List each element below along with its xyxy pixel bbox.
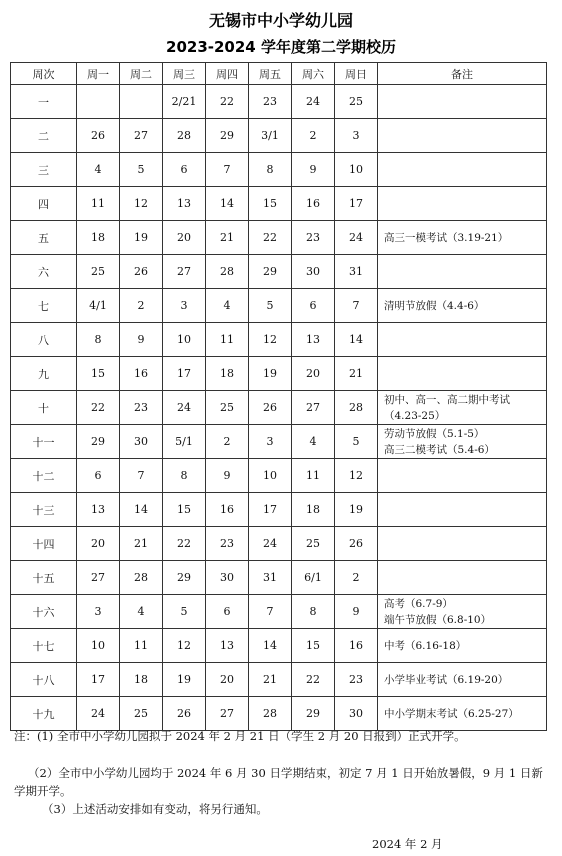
day-cell: 3/1 <box>249 119 292 153</box>
day-cell: 13 <box>292 323 335 357</box>
note-cell <box>378 459 547 493</box>
note-cell <box>378 357 547 391</box>
week-cell: 十 <box>11 391 77 425</box>
day-cell: 8 <box>163 459 206 493</box>
day-cell: 3 <box>335 119 378 153</box>
week-cell: 二 <box>11 119 77 153</box>
day-cell: 20 <box>163 221 206 255</box>
column-header: 备注 <box>378 63 547 85</box>
day-cell: 7 <box>120 459 163 493</box>
day-cell: 23 <box>292 221 335 255</box>
day-cell: 26 <box>163 697 206 731</box>
day-cell: 27 <box>163 255 206 289</box>
week-cell: 八 <box>11 323 77 357</box>
day-cell: 23 <box>249 85 292 119</box>
note-line: 高三二模考试（5.4-6） <box>384 443 495 456</box>
day-cell: 29 <box>292 697 335 731</box>
day-cell: 22 <box>249 221 292 255</box>
table-row <box>11 663 547 697</box>
day-cell: 30 <box>292 255 335 289</box>
day-cell: 8 <box>249 153 292 187</box>
day-cell: 11 <box>77 187 120 221</box>
week-cell: 十二 <box>11 459 77 493</box>
note-cell <box>378 221 547 255</box>
table-row <box>11 459 547 493</box>
day-cell: 12 <box>163 629 206 663</box>
day-cell: 19 <box>120 221 163 255</box>
day-cell: 4 <box>206 289 249 323</box>
day-cell: 2 <box>335 561 378 595</box>
day-cell: 27 <box>120 119 163 153</box>
note-cell <box>378 187 547 221</box>
day-cell: 24 <box>163 391 206 425</box>
day-cell: 25 <box>77 255 120 289</box>
day-cell: 20 <box>77 527 120 561</box>
day-cell: 21 <box>335 357 378 391</box>
day-cell: 29 <box>77 425 120 459</box>
day-cell: 27 <box>206 697 249 731</box>
day-cell: 5 <box>249 289 292 323</box>
table-row <box>11 561 547 595</box>
day-cell: 15 <box>292 629 335 663</box>
note-cell <box>378 697 547 731</box>
column-header: 周三 <box>163 63 206 85</box>
day-cell: 4/1 <box>77 289 120 323</box>
week-cell: 十七 <box>11 629 77 663</box>
week-cell: 十四 <box>11 527 77 561</box>
note-line: 清明节放假（4.4-6） <box>384 299 485 312</box>
day-cell: 17 <box>249 493 292 527</box>
day-cell: 14 <box>206 187 249 221</box>
day-cell: 23 <box>335 663 378 697</box>
table-row <box>11 289 547 323</box>
day-cell: 11 <box>206 323 249 357</box>
note-line: 高三一模考试（3.19-21） <box>384 231 509 244</box>
day-cell: 22 <box>77 391 120 425</box>
day-cell: 9 <box>292 153 335 187</box>
column-header: 周六 <box>292 63 335 85</box>
column-header: 周四 <box>206 63 249 85</box>
note-cell <box>378 561 547 595</box>
note-line: 中小学期末考试（6.25-27） <box>384 707 519 720</box>
day-cell: 29 <box>249 255 292 289</box>
day-cell: 28 <box>206 255 249 289</box>
note-cell <box>378 527 547 561</box>
week-cell: 五 <box>11 221 77 255</box>
table-row <box>11 323 547 357</box>
column-header: 周次 <box>11 63 77 85</box>
table-row <box>11 255 547 289</box>
day-cell: 7 <box>249 595 292 629</box>
day-cell: 24 <box>335 221 378 255</box>
document-title: 无锡市中小学幼儿园 <box>208 11 353 30</box>
day-cell: 23 <box>120 391 163 425</box>
day-cell: 30 <box>335 697 378 731</box>
table-row <box>11 119 547 153</box>
week-cell: 七 <box>11 289 77 323</box>
table-row <box>11 153 547 187</box>
day-cell: 25 <box>120 697 163 731</box>
header-row <box>11 63 547 85</box>
day-cell: 21 <box>249 663 292 697</box>
day-cell: 30 <box>206 561 249 595</box>
document-subtitle: 2023-2024 学年度第二学期校历 <box>166 38 396 56</box>
note-cell <box>378 493 547 527</box>
day-cell: 31 <box>335 255 378 289</box>
note-cell <box>378 255 547 289</box>
note-line: 端午节放假（6.8-10） <box>384 613 492 626</box>
day-cell: 24 <box>249 527 292 561</box>
day-cell: 19 <box>249 357 292 391</box>
week-cell: 十五 <box>11 561 77 595</box>
day-cell: 26 <box>249 391 292 425</box>
note-cell <box>378 391 547 425</box>
day-cell: 16 <box>292 187 335 221</box>
day-cell: 2 <box>292 119 335 153</box>
table-row <box>11 357 547 391</box>
column-header: 周二 <box>120 63 163 85</box>
day-cell: 10 <box>335 153 378 187</box>
day-cell: 26 <box>335 527 378 561</box>
day-cell: 10 <box>163 323 206 357</box>
day-cell: 2 <box>120 289 163 323</box>
note-line: 劳动节放假（5.1-5） <box>384 427 485 440</box>
table-row <box>11 493 547 527</box>
table-row <box>11 187 547 221</box>
day-cell: 14 <box>249 629 292 663</box>
day-cell <box>77 85 120 119</box>
day-cell: 18 <box>77 221 120 255</box>
day-cell: 18 <box>120 663 163 697</box>
week-cell: 十八 <box>11 663 77 697</box>
day-cell: 27 <box>292 391 335 425</box>
issue-date: 2024 年 2 月 <box>372 837 443 851</box>
day-cell: 11 <box>292 459 335 493</box>
day-cell: 27 <box>77 561 120 595</box>
day-cell: 13 <box>77 493 120 527</box>
day-cell: 8 <box>77 323 120 357</box>
day-cell: 13 <box>163 187 206 221</box>
day-cell: 26 <box>120 255 163 289</box>
day-cell: 25 <box>206 391 249 425</box>
note-cell <box>378 323 547 357</box>
week-cell: 十一 <box>11 425 77 459</box>
day-cell: 14 <box>335 323 378 357</box>
note-cell <box>378 629 547 663</box>
table-row <box>11 425 547 459</box>
day-cell: 4 <box>120 595 163 629</box>
week-cell: 十九 <box>11 697 77 731</box>
day-cell: 29 <box>163 561 206 595</box>
day-cell: 24 <box>77 697 120 731</box>
week-cell: 九 <box>11 357 77 391</box>
table-row <box>11 629 547 663</box>
table-row <box>11 221 547 255</box>
column-header: 周日 <box>335 63 378 85</box>
day-cell: 24 <box>292 85 335 119</box>
day-cell: 4 <box>77 153 120 187</box>
day-cell: 5/1 <box>163 425 206 459</box>
day-cell: 12 <box>120 187 163 221</box>
week-cell: 四 <box>11 187 77 221</box>
day-cell: 22 <box>206 85 249 119</box>
day-cell: 19 <box>163 663 206 697</box>
table-body <box>11 85 547 731</box>
day-cell: 6 <box>163 153 206 187</box>
day-cell: 12 <box>249 323 292 357</box>
column-header: 周一 <box>77 63 120 85</box>
day-cell: 29 <box>206 119 249 153</box>
day-cell: 17 <box>77 663 120 697</box>
week-cell: 十六 <box>11 595 77 629</box>
table-row <box>11 527 547 561</box>
day-cell: 13 <box>206 629 249 663</box>
day-cell: 2 <box>206 425 249 459</box>
day-cell: 18 <box>206 357 249 391</box>
footnote-1: 注：(1) 全市中小学幼儿园拟于 2024 年 2 月 21 日（学生 2 月 20 日报到）正式开学。 <box>14 729 466 743</box>
table-row <box>11 85 547 119</box>
day-cell: 3 <box>163 289 206 323</box>
day-cell: 31 <box>249 561 292 595</box>
note-cell <box>378 289 547 323</box>
day-cell: 19 <box>335 493 378 527</box>
day-cell: 17 <box>163 357 206 391</box>
day-cell: 16 <box>335 629 378 663</box>
day-cell: 6 <box>206 595 249 629</box>
day-cell: 15 <box>249 187 292 221</box>
day-cell: 22 <box>292 663 335 697</box>
note-cell <box>378 85 547 119</box>
day-cell: 28 <box>163 119 206 153</box>
day-cell: 7 <box>206 153 249 187</box>
day-cell: 3 <box>77 595 120 629</box>
day-cell: 3 <box>249 425 292 459</box>
day-cell: 15 <box>77 357 120 391</box>
note-cell <box>378 153 547 187</box>
day-cell: 11 <box>120 629 163 663</box>
table-row <box>11 697 547 731</box>
day-cell: 25 <box>335 85 378 119</box>
day-cell: 28 <box>335 391 378 425</box>
day-cell: 26 <box>77 119 120 153</box>
day-cell: 23 <box>206 527 249 561</box>
table-row <box>11 595 547 629</box>
day-cell: 5 <box>163 595 206 629</box>
day-cell: 21 <box>120 527 163 561</box>
day-cell: 10 <box>77 629 120 663</box>
day-cell: 22 <box>163 527 206 561</box>
note-line: 小学毕业考试（6.19-20） <box>384 673 509 686</box>
note-cell <box>378 663 547 697</box>
note-cell <box>378 425 547 459</box>
day-cell: 25 <box>292 527 335 561</box>
day-cell: 18 <box>292 493 335 527</box>
day-cell: 20 <box>292 357 335 391</box>
day-cell: 6 <box>292 289 335 323</box>
note-line: （4.23-25） <box>384 409 446 422</box>
note-line: 高考（6.7-9） <box>384 597 453 610</box>
day-cell: 28 <box>120 561 163 595</box>
day-cell: 8 <box>292 595 335 629</box>
day-cell: 28 <box>249 697 292 731</box>
footnote-2: （2）全市中小学幼儿园均于 2024 年 6 月 30 日学期结束，初定 7 月 1 日开始放暑假，9 月 1 日新学期开学。 <box>14 766 543 798</box>
day-cell: 20 <box>206 663 249 697</box>
day-cell: 4 <box>292 425 335 459</box>
day-cell: 9 <box>206 459 249 493</box>
table-row <box>11 391 547 425</box>
note-line: 初中、高一、高二期中考试 <box>384 393 510 406</box>
note-cell <box>378 119 547 153</box>
day-cell: 9 <box>335 595 378 629</box>
day-cell: 10 <box>249 459 292 493</box>
day-cell: 7 <box>335 289 378 323</box>
day-cell: 21 <box>206 221 249 255</box>
day-cell: 30 <box>120 425 163 459</box>
day-cell: 6/1 <box>292 561 335 595</box>
calendar-table <box>10 62 547 731</box>
day-cell: 16 <box>120 357 163 391</box>
day-cell: 9 <box>120 323 163 357</box>
week-cell: 一 <box>11 85 77 119</box>
day-cell: 5 <box>120 153 163 187</box>
column-header: 周五 <box>249 63 292 85</box>
week-cell: 六 <box>11 255 77 289</box>
footnote-3: （3）上述活动安排如有变动，将另行通知。 <box>42 802 268 816</box>
day-cell: 15 <box>163 493 206 527</box>
note-cell <box>378 595 547 629</box>
day-cell: 6 <box>77 459 120 493</box>
day-cell: 17 <box>335 187 378 221</box>
day-cell: 12 <box>335 459 378 493</box>
day-cell: 16 <box>206 493 249 527</box>
day-cell: 2/21 <box>163 85 206 119</box>
week-cell: 三 <box>11 153 77 187</box>
week-cell: 十三 <box>11 493 77 527</box>
day-cell <box>120 85 163 119</box>
note-line: 中考（6.16-18） <box>384 639 467 652</box>
day-cell: 5 <box>335 425 378 459</box>
day-cell: 14 <box>120 493 163 527</box>
